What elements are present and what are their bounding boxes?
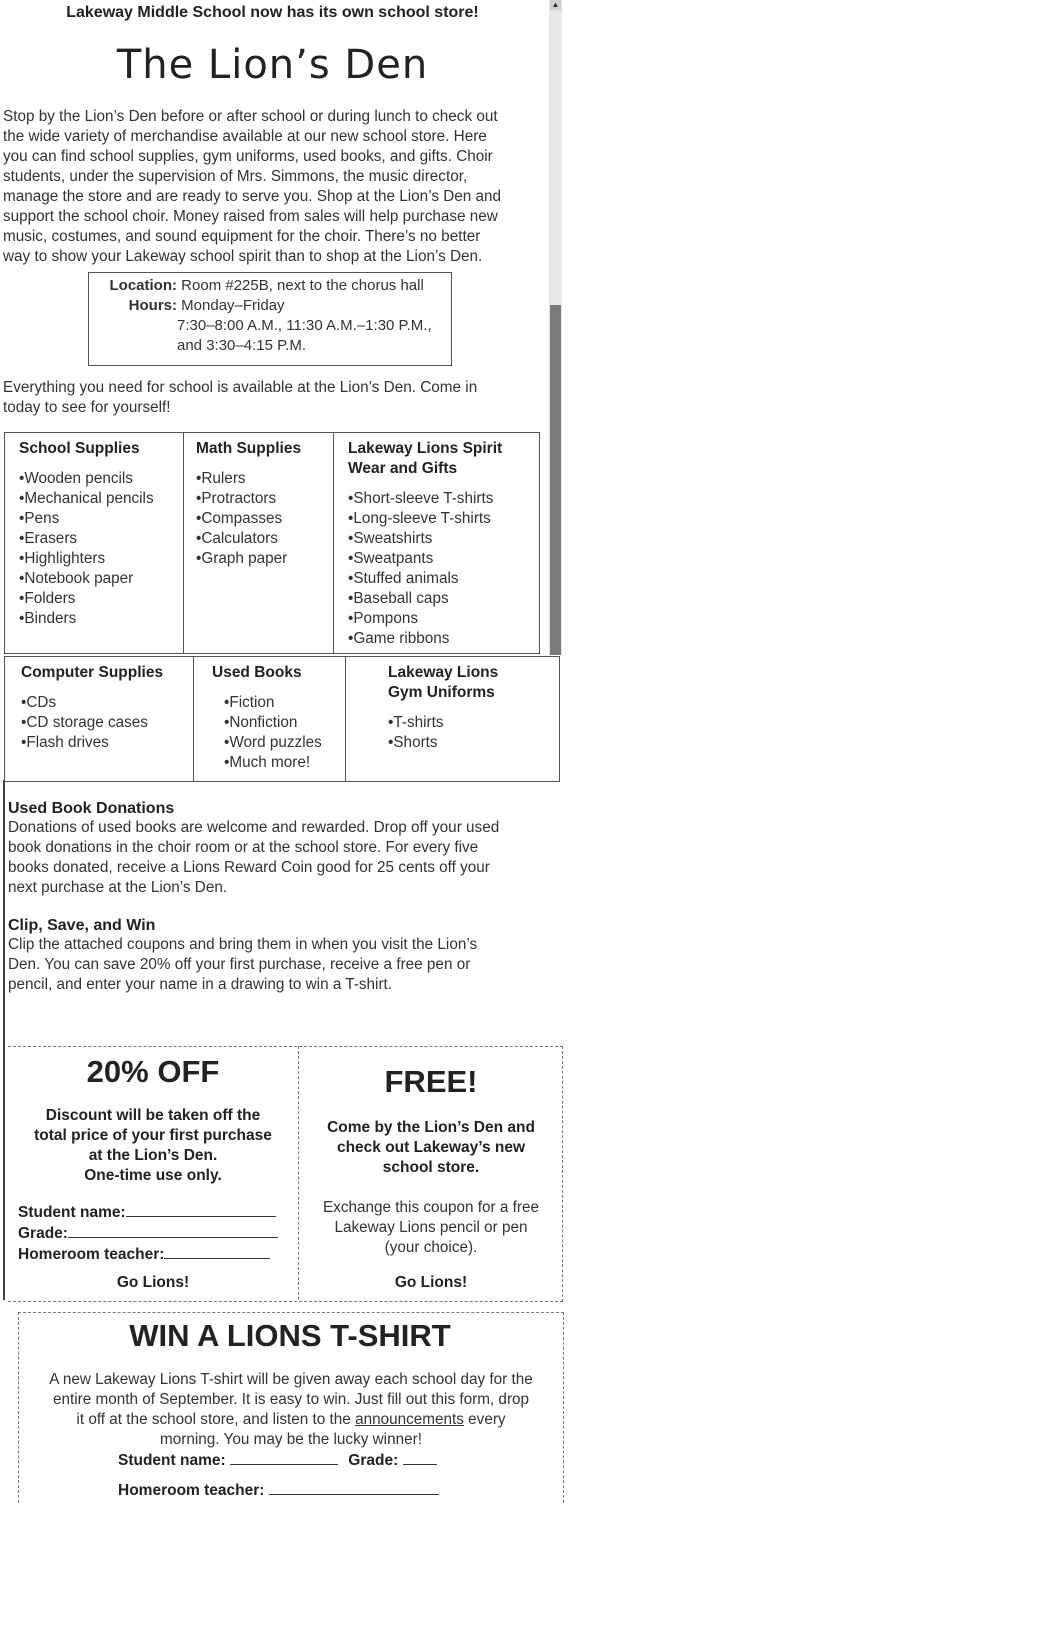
- heading-line: Lakeway Lions: [388, 664, 499, 681]
- column-heading: Used Books: [212, 664, 302, 681]
- description-line: at the Lion’s Den.: [88, 1147, 218, 1164]
- body-line: Den. You can save 20% off your first purchase, receive a free pen or: [8, 956, 471, 973]
- hours-label: Hours:: [128, 297, 177, 314]
- column-computer-supplies: [5, 657, 193, 781]
- teacher-label: Homeroom teacher:: [18, 1246, 165, 1263]
- description-line: One-time use only.: [84, 1167, 222, 1184]
- win-student-row: [118, 1450, 558, 1470]
- list-item: • Compasses: [196, 509, 287, 529]
- coupon-description: [8, 1106, 298, 1186]
- list-item: • Fiction: [224, 693, 322, 713]
- intro-line: Stop by the Lion’s Den before or after school or during lunch to check out: [3, 108, 498, 125]
- intro-line: students, under the supervision of Mrs. Simmons, the music director,: [3, 168, 468, 185]
- section-body: [8, 935, 556, 995]
- list-item: • Erasers: [19, 529, 154, 549]
- win-line: [20, 1410, 562, 1430]
- coupon-title: FREE!: [384, 1064, 478, 1099]
- coupon-description: [300, 1118, 562, 1178]
- body-line: next purchase at the Lion’s Den.: [8, 879, 228, 896]
- scrollbar-thumb[interactable]: [550, 305, 561, 655]
- section-heading: Clip, Save, and Win: [8, 917, 156, 934]
- grade-label: Grade:: [18, 1225, 68, 1242]
- win-line: morning. You may be the lucky winner!: [160, 1431, 422, 1448]
- body-line: books donated, receive a Lions Reward Coin good for 25 cents off your: [8, 859, 490, 876]
- column-math-supplies: [183, 433, 334, 653]
- intro-paragraph: [3, 107, 543, 267]
- list-item: • Notebook paper: [19, 569, 154, 589]
- coupon-title: 20% OFF: [86, 1054, 220, 1089]
- body-line: pencil, and enter your name in a drawing to win a T-shirt.: [8, 976, 393, 993]
- intro-line: way to show your Lakeway school spirit than to shop at the Lion’s Den.: [3, 248, 483, 265]
- description-line: total price of your first purchase: [34, 1127, 272, 1144]
- list-item: • CDs: [21, 693, 148, 713]
- description-line: school store.: [382, 1159, 480, 1176]
- announcement-line: Lakeway Middle School now has its own school store!: [66, 4, 479, 21]
- products-table-2: [4, 656, 560, 782]
- description-line: Discount will be taken off the: [45, 1107, 261, 1124]
- computer-supplies-list: [21, 693, 148, 753]
- scroll-up-arrow-icon[interactable]: ▲: [551, 0, 560, 9]
- location-value: Room #225B, next to the chorus hall: [181, 277, 424, 294]
- column-heading: School Supplies: [19, 440, 140, 457]
- list-item: • Short-sleeve T-shirts: [348, 489, 493, 509]
- coupon-form: [18, 1202, 298, 1265]
- exchange-line: Lakeway Lions pencil or pen: [334, 1219, 528, 1236]
- teacher-field[interactable]: [269, 1480, 439, 1495]
- announcements-link[interactable]: announcements: [355, 1411, 464, 1428]
- list-item: • Stuffed animals: [348, 569, 493, 589]
- coupon-footer: Go Lions!: [394, 1274, 468, 1291]
- intro-line: manage the store and are ready to serve you. Shop at the Lion’s Den and: [3, 188, 502, 205]
- hours-times-1: 7:30–8:00 A.M., 11:30 A.M.–1:30 P.M.,: [177, 317, 432, 334]
- list-item: • Rulers: [196, 469, 287, 489]
- page-title: The Lion’s Den: [116, 42, 429, 88]
- win-line-part: it off at the school store, and listen to the: [76, 1411, 356, 1428]
- column-spirit-wear: [333, 433, 538, 653]
- list-item: • Sweatshirts: [348, 529, 493, 549]
- list-item: • Highlighters: [19, 549, 154, 569]
- school-supplies-list: [19, 469, 154, 629]
- heading-line: Lakeway Lions Spirit: [348, 440, 503, 457]
- column-heading: Computer Supplies: [21, 664, 164, 681]
- exchange-line: (your choice).: [384, 1239, 478, 1256]
- everything-paragraph: [3, 378, 533, 418]
- list-item: • Long-sleeve T-shirts: [348, 509, 493, 529]
- donations-section: [8, 800, 556, 898]
- list-item: • Baseball caps: [348, 589, 493, 609]
- intro-line: music, costumes, and sound equipment for the choir. There’s no better: [3, 228, 481, 245]
- student-name-field[interactable]: [126, 1202, 276, 1217]
- column-gym-uniforms: [345, 657, 558, 781]
- list-item: • Wooden pencils: [19, 469, 154, 489]
- products-table-1: [4, 432, 540, 654]
- list-item: • Word puzzles: [224, 733, 322, 753]
- heading-line: Wear and Gifts: [348, 460, 458, 477]
- student-name-label: Student name:: [118, 1452, 226, 1469]
- student-name-label: Student name:: [18, 1204, 126, 1221]
- store-info-box: [88, 272, 452, 366]
- intro-line: you can find school supplies, gym uniforms, used books, and gifts. Choir: [3, 148, 493, 165]
- grade-label: Grade:: [348, 1452, 399, 1469]
- student-name-row: [18, 1202, 298, 1223]
- hours-row: [89, 296, 449, 316]
- column-used-books: [193, 657, 346, 781]
- description-line: Come by the Lion’s Den and: [327, 1119, 535, 1136]
- list-item: • Much more!: [224, 753, 322, 773]
- teacher-label: Homeroom teacher:: [118, 1482, 265, 1499]
- list-item: • Shorts: [388, 733, 444, 753]
- grade-field[interactable]: [68, 1223, 278, 1238]
- win-description: [20, 1370, 562, 1450]
- left-margin-rule: [3, 780, 5, 1300]
- description-line: check out Lakeway’s new: [336, 1139, 526, 1156]
- teacher-field[interactable]: [164, 1244, 270, 1259]
- column-school-supplies: [5, 433, 183, 653]
- grade-row: [18, 1223, 298, 1244]
- exchange-line: Exchange this coupon for a free: [323, 1199, 539, 1216]
- win-line: entire month of September. It is easy to win. Just fill out this form, drop: [52, 1391, 530, 1408]
- list-item: • T-shirts: [388, 713, 444, 733]
- list-item: • Binders: [19, 609, 154, 629]
- used-books-list: [224, 693, 322, 773]
- hours-days: Monday–Friday: [181, 297, 285, 314]
- list-item: • Calculators: [196, 529, 287, 549]
- list-item: • Pens: [19, 509, 154, 529]
- coupon-footer: Go Lions!: [116, 1274, 190, 1291]
- list-item: • Folders: [19, 589, 154, 609]
- list-item: • CD storage cases: [21, 713, 148, 733]
- grade-field[interactable]: [403, 1450, 437, 1465]
- paragraph-line: Everything you need for school is available at the Lion’s Den. Come in: [3, 379, 478, 396]
- list-item: • Nonfiction: [224, 713, 322, 733]
- clip-save-win-section: [8, 917, 556, 995]
- list-item: • Pompons: [348, 609, 493, 629]
- student-name-field[interactable]: [230, 1450, 338, 1465]
- list-item: • Protractors: [196, 489, 287, 509]
- list-item: • Flash drives: [21, 733, 148, 753]
- body-line: book donations in the choir room or at the school store. For every five: [8, 839, 479, 856]
- win-line-part: every: [463, 1411, 506, 1428]
- list-item: • Mechanical pencils: [19, 489, 154, 509]
- column-heading: Math Supplies: [196, 440, 302, 457]
- free-coupon: [300, 1048, 562, 1300]
- list-item: • Graph paper: [196, 549, 287, 569]
- math-supplies-list: [196, 469, 287, 569]
- hours-times-2: and 3:30–4:15 P.M.: [177, 337, 306, 354]
- section-heading: Used Book Donations: [8, 800, 175, 817]
- discount-coupon: [8, 1048, 298, 1300]
- intro-line: support the school choir. Money raised from sales will help purchase new: [3, 208, 498, 225]
- spirit-wear-list: [348, 489, 493, 649]
- list-item: • Sweatpants: [348, 549, 493, 569]
- paragraph-line: today to see for yourself!: [3, 399, 171, 416]
- coupon-divider: [298, 1046, 299, 1300]
- body-line: Clip the attached coupons and bring them in when you visit the Lion’s: [8, 936, 478, 953]
- heading-line: Gym Uniforms: [388, 684, 495, 701]
- list-item: • Game ribbons: [348, 629, 493, 649]
- gym-uniforms-list: [388, 713, 444, 753]
- location-row: [89, 276, 449, 296]
- win-teacher-row: [118, 1480, 558, 1500]
- win-title: WIN A LIONS T-SHIRT: [129, 1318, 451, 1353]
- section-body: [8, 818, 556, 898]
- location-label: Location:: [109, 277, 177, 294]
- win-line: A new Lakeway Lions T-shirt will be given away each school day for the: [49, 1371, 533, 1388]
- coupon-exchange: [300, 1198, 562, 1258]
- column-heading: [388, 663, 498, 703]
- body-line: Donations of used books are welcome and rewarded. Drop off your used: [8, 819, 500, 836]
- teacher-row: [18, 1244, 298, 1265]
- intro-line: the wide variety of merchandise available at our new school store. Here: [3, 128, 487, 145]
- column-heading: [348, 439, 502, 479]
